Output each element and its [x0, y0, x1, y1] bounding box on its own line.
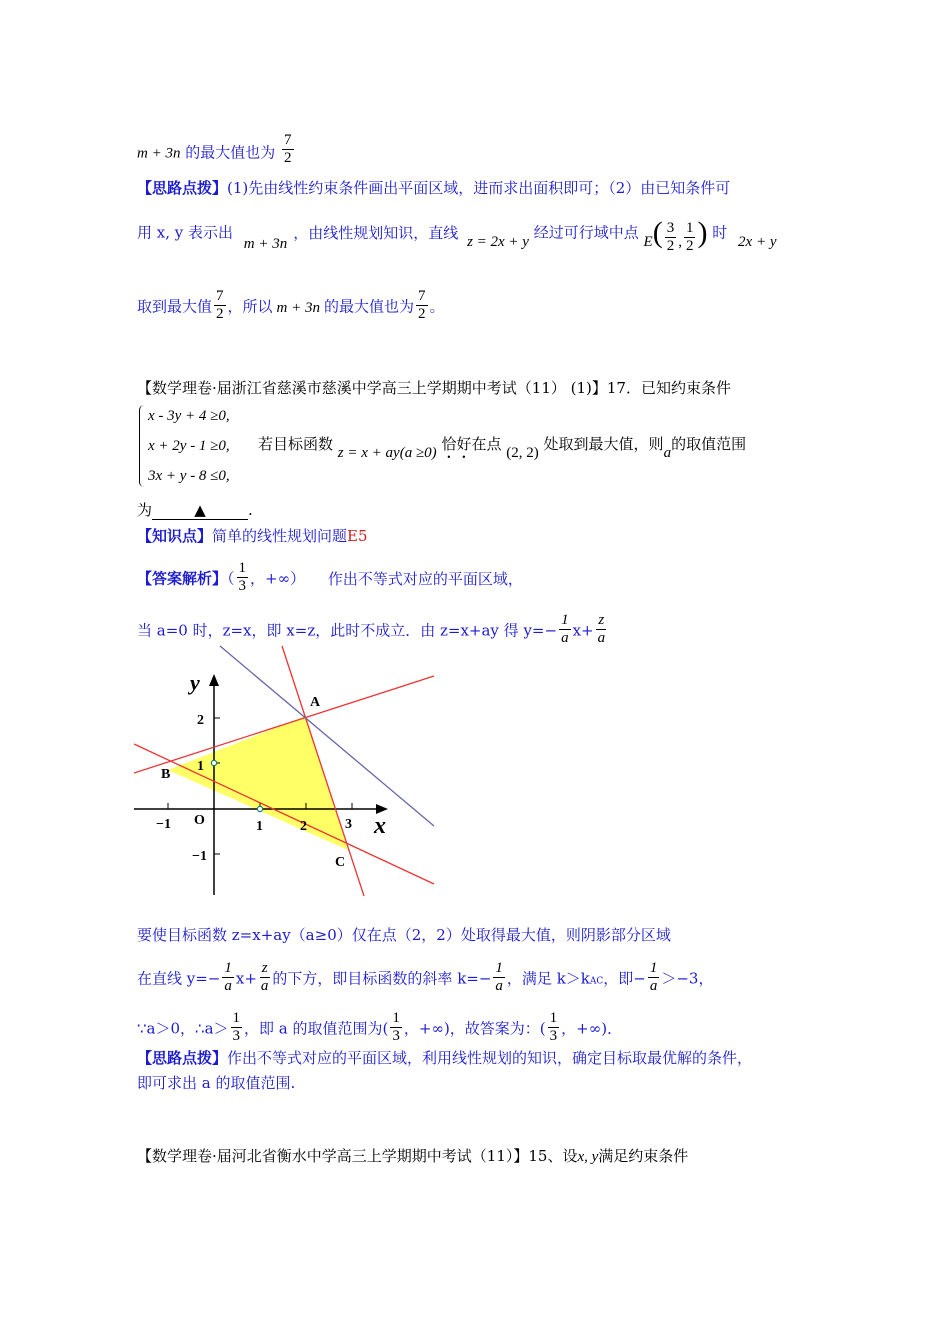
emphasized-text: 恰好: [441, 435, 472, 453]
triangle-marker-icon: ▲: [194, 501, 206, 519]
answer-blank-line: 为 ▲ .: [137, 501, 253, 519]
objective-line: 若目标函数 z = x + ay(a ≥0) 恰好在点 (2, 2) 处取到最大值，则a的取值范围: [258, 435, 747, 461]
inequality-3: 3x + y - 8 ≤0,: [148, 468, 230, 484]
x-tick-label: 2: [300, 819, 307, 834]
fraction-1-a: $\frac{1}{a}$: [649, 960, 658, 994]
knowledge-point: 【知识点】简单的线性规划问题E5: [137, 527, 368, 545]
math-z-equals: z = 2x + y: [467, 233, 529, 250]
fraction-1-a: $\frac{1}{a}$: [495, 960, 503, 994]
math-m-plus-3n: m + 3n: [137, 145, 181, 162]
hint-text: (1)先由线性约束条件画出平面区域，进而求出面积即可；（2）由已知条件可: [227, 179, 731, 197]
hint-line-3: 取到最大值 $\frac{7}{2}$ ，所以 m + 3n 的最大值也为 $\frac{7}{2}$ 。: [137, 288, 445, 322]
problem-15-source: 【数学理卷·届河北省衡水中学高三上学期期中考试（11）】15、设x, y满足约束条件: [137, 1147, 689, 1165]
hint-line-2: 用 x, y 表示出 m + 3n，由线性规划知识，直线 z = 2x + y 经过可行域中点 E( $\frac{3}{2}$ , $\frac{1}{2}$ ) 时 2x + y: [137, 215, 777, 254]
inequality-1: x - 3y + 4 ≥0,: [148, 408, 230, 424]
point-a-label: A: [310, 695, 321, 710]
fraction-1-a: $\frac{1}{a}$: [561, 612, 569, 646]
point-c-label: C: [335, 855, 346, 870]
point-marker: [211, 760, 216, 765]
subscript-ac: AC: [589, 976, 604, 987]
origin-label: O: [194, 813, 205, 828]
x-tick-label: 3: [345, 817, 352, 832]
point-b-label: B: [161, 767, 171, 782]
answer-blank: [152, 501, 248, 520]
hint-line-1: [137, 178, 730, 198]
fraction-1-3: $\frac{1}{3}$: [549, 1010, 558, 1044]
fraction-7-2: $\frac{7}{2}$: [284, 132, 292, 166]
y-tick-label: 1: [197, 759, 204, 774]
math-x-y: x, y: [577, 1149, 599, 1165]
point-e-label: E: [643, 233, 653, 250]
hint-tag: 【思路点拨】: [137, 179, 228, 197]
inequality-2: x + 2y - 1 ≥0,: [148, 438, 230, 454]
math-m-plus-3n: m + 3n: [276, 299, 320, 316]
fraction-1-a: $\frac{1}{a}$: [224, 960, 232, 994]
hint-tag: 【思路点拨】: [137, 1049, 228, 1067]
problem-17-source: 【数学理卷·届浙江省慈溪市慈溪中学高三上学期期中考试（11） (1)】17．已知约束条件: [137, 379, 731, 397]
fraction-7-2: $\frac{7}{2}$: [418, 288, 426, 322]
y-tick-label: 2: [197, 713, 204, 728]
math-a: a: [663, 445, 672, 461]
math-point: (2, 2): [506, 445, 539, 461]
fraction-1-3: $\frac{1}{3}$: [232, 1010, 241, 1044]
system-brace: [139, 405, 144, 487]
fraction-3-2: $\frac{3}{2}$: [666, 220, 675, 254]
fraction-1-3: $\frac{1}{3}$: [392, 1010, 400, 1044]
knowledge-code: E5: [347, 527, 368, 545]
fraction-1-2: $\frac{1}{2}$: [685, 220, 694, 254]
explanation-line-1: 要使目标函数 z=x+ay（a≥0）仅在点（2，2）处取得最大值，则阴影部分区域: [137, 926, 671, 944]
hint-line: 【思路点拨】作出不等式对应的平面区域，利用线性规划的知识，确定目标取最优解的条件，: [137, 1049, 753, 1067]
line-max-value: [137, 132, 296, 171]
line-a-zero: 当 a=0 时，z=x，即 x=z，此时不成立．由 z=x+ay 得 y=− $\frac{1}{a}$ x+ $\frac{z}{a}$: [137, 612, 606, 646]
hint-line-continued: 即可求出 a 的取值范围.: [137, 1074, 296, 1092]
fraction-z-a: $\frac{z}{a}$: [260, 960, 269, 994]
fraction-1-3: $\frac{1}{3}$: [238, 560, 247, 594]
y-axis-arrow: [209, 674, 219, 686]
math-m-plus-3n: m + 3n: [243, 235, 288, 252]
x-tick-label: 1: [256, 819, 263, 834]
fraction-z-a: $\frac{z}{a}$: [597, 612, 606, 646]
point-marker: [257, 806, 262, 811]
y-axis-label: y: [190, 670, 200, 695]
x-axis-label: x: [374, 813, 386, 839]
fraction-7-2: $\frac{7}{2}$: [216, 288, 224, 322]
text: 的最大值也为: [185, 143, 276, 162]
math-objective: z = x + ay(a ≥0): [337, 445, 437, 461]
math-2x-plus-y: 2x + y: [738, 233, 777, 250]
explanation-line-3: ∵a＞0，∴a＞ $\frac{1}{3}$ ，即 a 的取值范围为( $\frac{1}{3}$ ，+∞)，故答案为：( $\frac{1}{3}$ ，+∞)．: [137, 1010, 623, 1044]
explanation-line-2: 在直线 y=− $\frac{1}{a}$ x+ $\frac{z}{a}$ 的下方，即目标函数的斜率 k=− $\frac{1}{a}$ ，满足 k＞kAC，即− $\frac{1}{a}$ ＞−3，: [137, 960, 714, 994]
feasible-region-graph: [134, 640, 439, 900]
answer-analysis: 【答案解析】（ $\frac{1}{3}$ ，+∞） 作出不等式对应的平面区域，: [137, 560, 523, 594]
y-tick-label: −1: [192, 849, 207, 864]
x-tick-label: −1: [156, 817, 171, 832]
